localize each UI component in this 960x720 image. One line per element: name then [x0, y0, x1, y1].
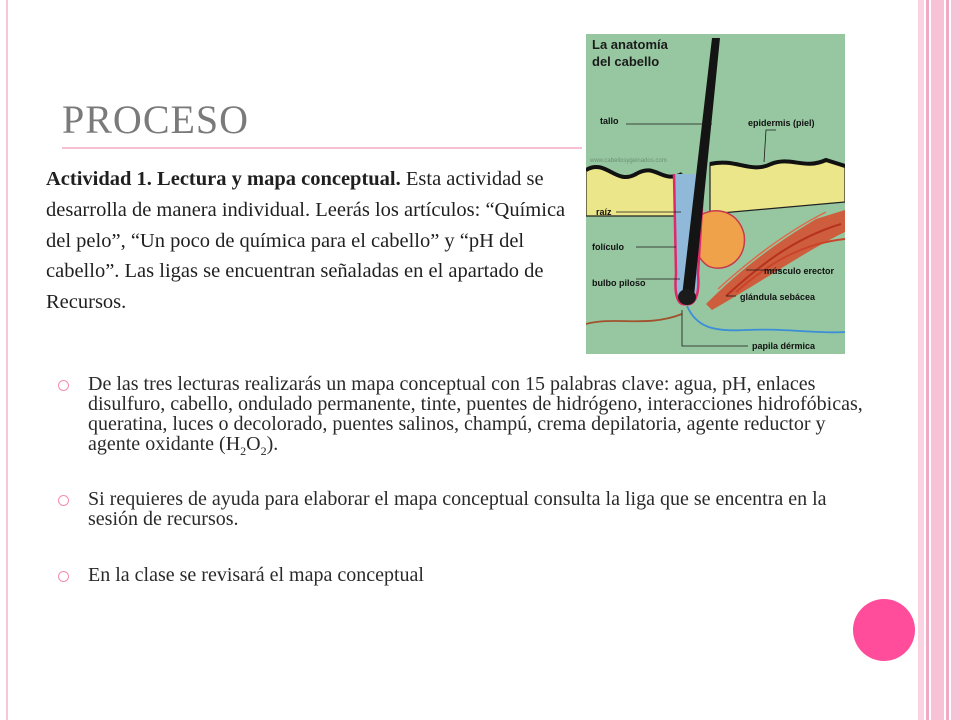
- bullet-marker: [58, 571, 69, 582]
- bullet-text-review: En la clase se revisará el mapa conceptual: [88, 564, 424, 586]
- label-musculo: músculo erector: [764, 266, 835, 276]
- bullet-marker: [58, 495, 69, 506]
- diagram-title-line2: del cabello: [592, 54, 660, 69]
- bullet-help: [58, 489, 878, 529]
- bullet-text-oxygen: O: [246, 433, 261, 455]
- bullet-marker: [58, 380, 69, 391]
- diagram-title-line1: La anatomía: [592, 37, 668, 52]
- bullet-text-help: Si requieres de ayuda para elaborar el mapa conceptual consulta la liga que se encentra en la sesión de recursos.: [88, 488, 827, 530]
- title-underline: [62, 147, 582, 149]
- label-glandula: glándula sebácea: [740, 292, 816, 302]
- bullet-text-end: ).: [266, 433, 279, 455]
- label-foliculo: folículo: [592, 242, 624, 252]
- label-raiz: raíz: [596, 207, 612, 217]
- subscript-2: 2: [260, 444, 267, 458]
- slide-title: PROCESO: [62, 97, 250, 142]
- activity-description: Esta actividad se desarrolla de manera individual. Leerás los artículos: “Química del pelo”, “Un poco de química para el cabello” y “pH del cabello”. Las ligas se encuentran señaladas en el apartado de Recursos.: [46, 168, 566, 314]
- hair-bulb: [678, 289, 696, 305]
- left-decorative-rule: [6, 0, 8, 720]
- label-bulbo: bulbo piloso: [592, 278, 646, 288]
- hair-anatomy-diagram: [586, 34, 845, 354]
- instructions-list: [58, 374, 878, 585]
- label-papila: papila dérmica: [752, 341, 816, 351]
- label-tallo: tallo: [600, 116, 619, 126]
- bullet-keywords: [58, 373, 878, 458]
- bullet-review: [58, 565, 878, 585]
- activity-heading: Actividad 1. Lectura y mapa conceptual.: [46, 168, 401, 190]
- diagram-watermark: www.cabellosygeinados.com: [590, 158, 667, 164]
- label-epidermis: epidermis (piel): [748, 118, 815, 128]
- bullet-text-keywords: De las tres lecturas realizarás un mapa conceptual con 15 palabras clave: agua, pH, enlaces disulfuro, cabello, ondulado permanente, tinte, puentes de hidrógeno, interacciones hidrofóbicas, queratina, luces o decolorado, puentes salinos, champú, crema depilatoria, agente reductor y agente oxidante (H: [88, 373, 863, 455]
- decorative-pink-circle: [853, 599, 915, 661]
- activity-intro: [46, 164, 586, 318]
- right-decorative-stripes: [918, 0, 960, 720]
- subscript-2: 2: [240, 444, 247, 458]
